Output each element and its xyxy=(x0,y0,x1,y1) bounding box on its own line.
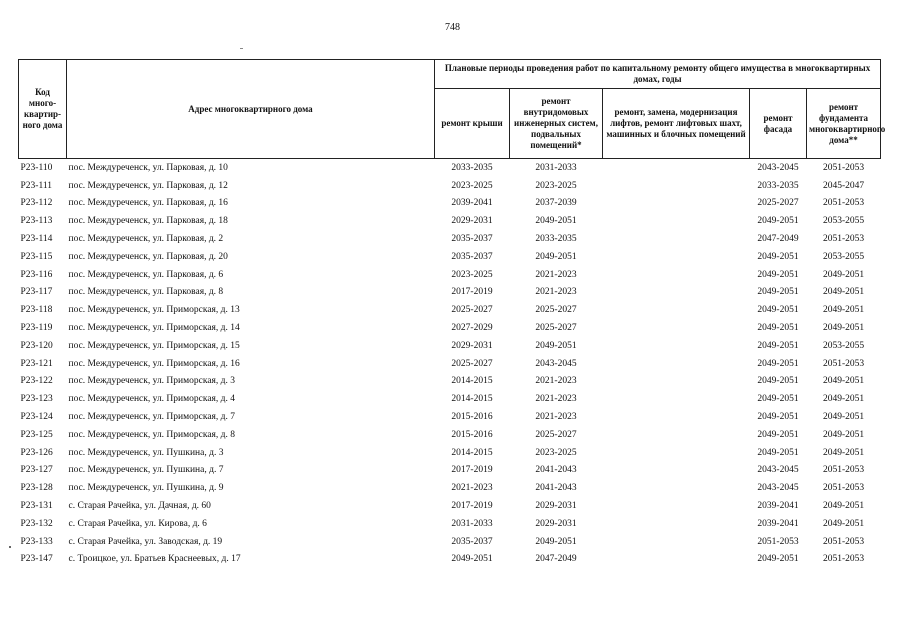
cell-roof: 2014-2015 xyxy=(451,376,493,387)
cell-roof: 2027-2029 xyxy=(451,323,493,334)
cell-foundation: 2049-2051 xyxy=(822,429,865,440)
header-address: Адрес многоквартирного дома xyxy=(67,60,435,159)
cell-address: с. Троицкое, ул. Братьев Краснеевых, д. 17 xyxy=(68,554,241,565)
cell-facade: 2049-2051 xyxy=(757,447,799,458)
cell-code: Р23-119 xyxy=(20,323,53,334)
cell-lifts xyxy=(603,319,750,337)
cell-roof: 2049-2051 xyxy=(451,554,493,565)
cell-code: Р23-118 xyxy=(20,305,53,316)
cell-lifts xyxy=(603,355,750,373)
cell-facade: 2049-2051 xyxy=(757,251,799,262)
cell-address: пос. Междуреченск, ул. Парковая, д. 18 xyxy=(68,216,228,227)
cell-systems: 2023-2025 xyxy=(535,447,577,458)
cell-systems: 2049-2051 xyxy=(535,340,577,351)
table-row xyxy=(19,230,881,248)
cell-foundation: 2049-2051 xyxy=(822,269,865,280)
cell-systems: 2043-2045 xyxy=(535,358,577,369)
cell-address: с. Старая Рачейка, ул. Кирова, д. 6 xyxy=(68,518,207,529)
cell-facade: 2049-2051 xyxy=(757,394,799,405)
cell-address: пос. Междуреченск, ул. Приморская, д. 3 xyxy=(68,376,236,387)
scan-speck xyxy=(9,546,11,548)
cell-foundation: 2051-2053 xyxy=(822,198,865,209)
table-row xyxy=(19,284,881,302)
cell-code: Р23-127 xyxy=(20,465,53,476)
cell-lifts xyxy=(603,515,750,533)
table-row xyxy=(19,444,881,462)
cell-roof: 2017-2019 xyxy=(451,287,493,298)
cell-foundation: 2053-2055 xyxy=(822,340,865,351)
cell-foundation: 2049-2051 xyxy=(822,323,865,334)
cell-lifts xyxy=(603,408,750,426)
cell-lifts xyxy=(603,373,750,391)
table-row xyxy=(19,337,881,355)
cell-lifts xyxy=(603,479,750,497)
cell-address: пос. Междуреченск, ул. Парковая, д. 20 xyxy=(68,251,228,262)
cell-systems: 2025-2027 xyxy=(535,305,577,316)
cell-systems: 2049-2051 xyxy=(535,216,577,227)
cell-code: Р23-112 xyxy=(20,198,53,209)
cell-foundation: 2051-2053 xyxy=(822,536,865,547)
table-row xyxy=(19,248,881,266)
cell-systems: 2049-2051 xyxy=(535,251,577,262)
cell-foundation: 2049-2051 xyxy=(822,394,865,405)
cell-roof: 2023-2025 xyxy=(451,269,493,280)
cell-roof: 2015-2016 xyxy=(451,412,493,423)
cell-address: пос. Междуреченск, ул. Приморская, д. 13 xyxy=(68,305,240,316)
cell-facade: 2049-2051 xyxy=(757,340,799,351)
cell-foundation: 2051-2053 xyxy=(822,465,865,476)
cell-facade: 2049-2051 xyxy=(757,287,799,298)
table-row xyxy=(19,551,881,569)
cell-roof: 2029-2031 xyxy=(451,216,493,227)
cell-facade: 2039-2041 xyxy=(757,518,799,529)
cell-foundation: 2049-2051 xyxy=(822,518,865,529)
cell-lifts xyxy=(603,266,750,284)
cell-address: пос. Междуреченск, ул. Приморская, д. 8 xyxy=(68,429,236,440)
cell-systems: 2021-2023 xyxy=(535,394,577,405)
table-row xyxy=(19,319,881,337)
table-row xyxy=(19,301,881,319)
cell-lifts xyxy=(603,337,750,355)
cell-code: Р23-113 xyxy=(20,216,53,227)
cell-facade: 2049-2051 xyxy=(757,429,799,440)
cell-lifts xyxy=(603,551,750,569)
cell-address: пос. Междуреченск, ул. Парковая, д. 6 xyxy=(68,269,224,280)
cell-code: Р23-133 xyxy=(20,536,53,547)
cell-code: Р23-121 xyxy=(20,358,53,369)
cell-address: с. Старая Рачейка, ул. Дачная, д. 60 xyxy=(68,501,211,512)
cell-roof: 2017-2019 xyxy=(451,501,493,512)
table-row xyxy=(19,408,881,426)
page-number: 748 xyxy=(445,22,460,33)
cell-code: Р23-128 xyxy=(20,483,53,494)
cell-systems: 2037-2039 xyxy=(535,198,577,209)
table-row xyxy=(19,212,881,230)
cell-systems: 2021-2023 xyxy=(535,287,577,298)
cell-facade: 2049-2051 xyxy=(757,376,799,387)
cell-address: пос. Междуреченск, ул. Приморская, д. 7 xyxy=(68,412,236,423)
cell-systems: 2025-2027 xyxy=(535,429,577,440)
cell-lifts xyxy=(603,284,750,302)
cell-code: Р23-122 xyxy=(20,376,53,387)
cell-facade: 2049-2051 xyxy=(757,323,799,334)
cell-code: Р23-124 xyxy=(20,412,53,423)
cell-lifts xyxy=(603,426,750,444)
cell-systems: 2021-2023 xyxy=(535,269,577,280)
cell-roof: 2015-2016 xyxy=(451,429,493,440)
table-row xyxy=(19,462,881,480)
table-row xyxy=(19,426,881,444)
cell-address: пос. Междуреченск, ул. Парковая, д. 8 xyxy=(68,287,224,298)
cell-roof: 2035-2037 xyxy=(451,536,493,547)
cell-address: пос. Междуреченск, ул. Парковая, д. 2 xyxy=(68,234,224,245)
table-row xyxy=(19,355,881,373)
header-foundation: ремонт фундамента многоквартирного дома** xyxy=(807,89,881,159)
header-roof: ремонт крыши xyxy=(435,89,510,159)
cell-roof: 2035-2037 xyxy=(451,234,493,245)
capital-repair-table xyxy=(18,59,886,568)
cell-facade: 2047-2049 xyxy=(757,234,799,245)
cell-foundation: 2045-2047 xyxy=(822,180,865,191)
cell-code: Р23-123 xyxy=(20,394,53,405)
cell-facade: 2049-2051 xyxy=(757,554,799,565)
cell-systems: 2041-2043 xyxy=(535,465,577,476)
cell-systems: 2021-2023 xyxy=(535,412,577,423)
table-row xyxy=(19,533,881,551)
cell-code: Р23-111 xyxy=(20,180,52,191)
cell-roof: 2033-2035 xyxy=(435,159,510,177)
cell-address: пос. Междуреченск, ул. Пушкина, д. 7 xyxy=(68,465,224,476)
table-row xyxy=(19,497,881,515)
cell-facade: 2049-2051 xyxy=(757,412,799,423)
cell-lifts xyxy=(603,497,750,515)
cell-roof: 2014-2015 xyxy=(451,394,493,405)
table-row xyxy=(19,515,881,533)
cell-systems: 2021-2023 xyxy=(535,376,577,387)
cell-systems: 2029-2031 xyxy=(535,518,577,529)
table-row xyxy=(19,195,881,213)
cell-code: Р23-114 xyxy=(20,234,53,245)
header-facade: ремонт фасада xyxy=(750,89,807,159)
cell-code: Р23-110 xyxy=(19,159,67,177)
cell-facade: 2049-2051 xyxy=(757,305,799,316)
cell-lifts xyxy=(603,444,750,462)
table-body xyxy=(19,159,881,569)
cell-address: пос. Междуреченск, ул. Парковая, д. 12 xyxy=(68,180,228,191)
cell-roof: 2025-2027 xyxy=(451,305,493,316)
cell-systems: 2029-2031 xyxy=(535,501,577,512)
cell-lifts xyxy=(603,301,750,319)
cell-code: Р23-126 xyxy=(20,447,53,458)
cell-systems: 2031-2033 xyxy=(510,159,603,177)
cell-foundation: 2053-2055 xyxy=(822,251,865,262)
table-row xyxy=(19,373,881,391)
cell-foundation: 2049-2051 xyxy=(822,305,865,316)
cell-facade: 2043-2045 xyxy=(757,465,799,476)
cell-foundation: 2051-2053 xyxy=(822,358,865,369)
table-row xyxy=(19,177,881,195)
cell-roof: 2023-2025 xyxy=(451,180,493,191)
cell-address: пос. Междуреченск, ул. Приморская, д. 16 xyxy=(68,358,240,369)
cell-systems: 2023-2025 xyxy=(535,180,577,191)
cell-systems: 2025-2027 xyxy=(535,323,577,334)
table-row xyxy=(19,266,881,284)
cell-facade: 2033-2035 xyxy=(757,180,799,191)
cell-foundation: 2051-2053 xyxy=(822,234,865,245)
cell-roof: 2017-2019 xyxy=(451,465,493,476)
cell-address: пос. Междуреченск, ул. Пушкина, д. 9 xyxy=(68,483,224,494)
cell-facade: 2025-2027 xyxy=(757,198,799,209)
cell-facade: 2049-2051 xyxy=(757,216,799,227)
cell-lifts xyxy=(603,177,750,195)
cell-systems: 2049-2051 xyxy=(535,536,577,547)
cell-foundation: 2049-2051 xyxy=(822,287,865,298)
cell-foundation: 2053-2055 xyxy=(822,216,865,227)
cell-lifts xyxy=(603,462,750,480)
cell-systems: 2033-2035 xyxy=(535,234,577,245)
cell-code: Р23-125 xyxy=(20,429,53,440)
cell-address: пос. Междуреченск, ул. Приморская, д. 15 xyxy=(68,340,240,351)
cell-facade: 2043-2045 xyxy=(750,159,807,177)
header-code: Код много-квартир-ного дома xyxy=(19,60,67,159)
table-row xyxy=(19,479,881,497)
cell-roof: 2029-2031 xyxy=(451,340,493,351)
cell-address: пос. Междуреченск, ул. Приморская, д. 14 xyxy=(68,323,240,334)
cell-lifts xyxy=(603,248,750,266)
cell-lifts xyxy=(603,533,750,551)
cell-systems: 2047-2049 xyxy=(535,554,577,565)
cell-roof: 2039-2041 xyxy=(451,198,493,209)
cell-code: Р23-117 xyxy=(20,287,53,298)
cell-lifts xyxy=(603,212,750,230)
cell-code: Р23-115 xyxy=(20,251,53,262)
cell-roof: 2035-2037 xyxy=(451,251,493,262)
cell-address: с. Старая Рачейка, ул. Заводская, д. 19 xyxy=(68,536,223,547)
header-repair-periods: Плановые периоды проведения работ по капитальному ремонту общего имущества в многоквартирных домах, годы xyxy=(435,60,881,89)
cell-code: Р23-116 xyxy=(20,269,53,280)
scan-speck xyxy=(240,48,243,49)
cell-roof: 2021-2023 xyxy=(451,483,493,494)
table-row xyxy=(19,159,881,177)
cell-foundation: 2051-2053 xyxy=(822,554,865,565)
table-row xyxy=(19,390,881,408)
cell-facade: 2049-2051 xyxy=(757,269,799,280)
cell-systems: 2041-2043 xyxy=(535,483,577,494)
cell-roof: 2025-2027 xyxy=(451,358,493,369)
cell-lifts xyxy=(603,390,750,408)
cell-foundation: 2049-2051 xyxy=(822,412,865,423)
cell-foundation: 2051-2053 xyxy=(807,159,881,177)
cell-foundation: 2049-2051 xyxy=(822,376,865,387)
cell-lifts xyxy=(603,230,750,248)
cell-facade: 2039-2041 xyxy=(757,501,799,512)
cell-code: Р23-131 xyxy=(20,501,53,512)
cell-lifts xyxy=(603,195,750,213)
cell-foundation: 2049-2051 xyxy=(822,447,865,458)
cell-address: пос. Междуреченск, ул. Парковая, д. 10 xyxy=(67,159,435,177)
cell-roof: 2031-2033 xyxy=(451,518,493,529)
cell-roof: 2014-2015 xyxy=(451,447,493,458)
cell-code: Р23-132 xyxy=(20,518,53,529)
cell-code: Р23-120 xyxy=(20,340,53,351)
cell-address: пос. Междуреченск, ул. Парковая, д. 16 xyxy=(68,198,228,209)
cell-code: Р23-147 xyxy=(20,554,53,565)
cell-facade: 2043-2045 xyxy=(757,483,799,494)
cell-foundation: 2051-2053 xyxy=(822,483,865,494)
cell-facade: 2049-2051 xyxy=(757,358,799,369)
cell-lifts xyxy=(603,159,750,177)
cell-address: пос. Междуреченск, ул. Пушкина, д. 3 xyxy=(68,447,224,458)
cell-facade: 2051-2053 xyxy=(757,536,799,547)
header-lifts: ремонт, замена, модернизация лифтов, ремонт лифтовых шахт, машинных и блочных помещений xyxy=(603,89,750,159)
cell-address: пос. Междуреченск, ул. Приморская, д. 4 xyxy=(68,394,236,405)
header-systems: ремонт внутридомовых инженерных систем, подвальных помещений* xyxy=(510,89,603,159)
cell-foundation: 2049-2051 xyxy=(822,501,865,512)
